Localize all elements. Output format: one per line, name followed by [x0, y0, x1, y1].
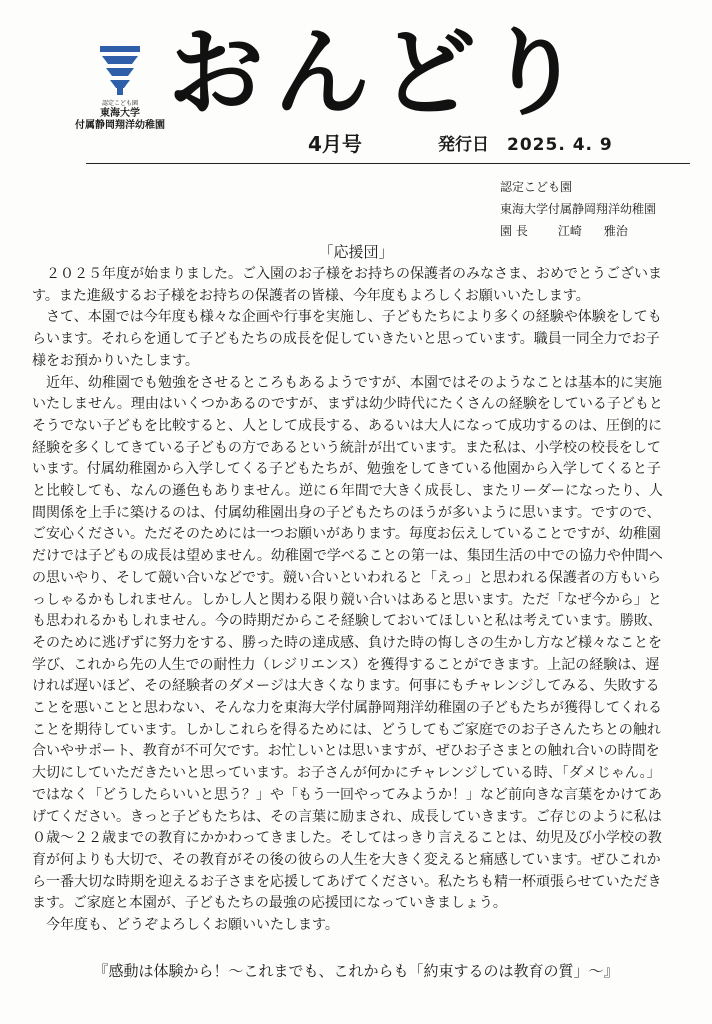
publisher-principal: [500, 220, 656, 242]
article-paragraph-4: 今年度も、どうぞよろしくお願いいたします。: [32, 917, 339, 934]
school-logo: [74, 44, 166, 132]
publisher-school: 東海大学付属静岡翔洋幼稚園: [500, 202, 657, 216]
logo-university: 東海大学: [100, 108, 140, 119]
logo-school-name: 付属静岡翔洋幼稚園: [75, 120, 165, 131]
issue-date-value: 2025. 4. 9: [507, 135, 613, 155]
issue-month: 4月号: [308, 132, 362, 156]
article-body: [32, 264, 680, 937]
tokai-logo-icon: [98, 44, 142, 96]
principal-role: 園 長: [500, 224, 528, 238]
principal-given-name: 雅治: [603, 224, 628, 238]
newsletter-title: おんどり: [168, 17, 592, 129]
principal-surname: 江崎: [557, 224, 582, 238]
publisher-type: 認定こども園: [500, 180, 573, 194]
header-divider: [86, 163, 690, 164]
article-paragraph-1: ２０２５年度が始まりました。ご入園のお子様をお持ちの保護者のみなさま、おめでとうございま す。また進級するお子様をお持ちの保護者の皆様、今年度もよろしくお願いいたします。: [32, 266, 662, 304]
logo-subtitle: 認定こども園: [101, 100, 138, 107]
issue-date: [438, 130, 613, 155]
article-heading: 「応援団」: [318, 243, 394, 261]
school-motto: 『感動は体験から！～これまでも、これからも「約束するのは教育の質」～』: [93, 962, 619, 980]
article-paragraph-2: さて、本園では今年度も様々な企画や行事を実施し、子どもたちにより多くの経験や体験をしても らいます。それらを通して子どもたちの成長を促していきたいと思っています。職員一同全力でお子 様をお預かりいたします。: [32, 309, 662, 369]
issue-date-label: 発行日: [438, 135, 489, 155]
article-paragraph-3: 近年、幼稚園でも勉強をさせるところもあるようですが、本園ではそのようなことは基本的に実施 いたしません。理由はいくつかあるのですが、まずは幼少時代にたくさんの経験をしている子どもと そうでない子どもを比較すると、人として成長する、あるいは大人になって成功するのは、圧倒的に 経験を多くしてきている子どもの方であるという統計が出ています。また私は、小学校の校長をして います。付属幼稚園から入学してくる子どもたちが、勉強をしてきている他園から入学してくると子 と比較しても、なんの遜色もありません。逆に６年間で大きく成長し、またリーダーになったり、人 間関係を上手に築けるのは、付属幼稚園出身の子どもたちのほうが多いように思います。ですので、 ご安心ください。ただそのためには一つお願いがあります。毎度お伝えしていることですが、幼稚園 だけでは子どもの成長は望めません。幼稚園で学べることの第一は、集団生活の中での協力や仲間へ の思いやり、そして競い合いなどです。競い合いといわれると「えっ」と思われる保護者の方もいら っしゃるかもしれません。しかし人と関わる限り競い合いはあると思います。ただ「なぜ今から」と も思われるかもしれません。今の時期だからこそ経験しておいてほしいと私は考えています。勝敗、 そのために逃げずに努力をする、勝った時の達成感、負けた時の悔しさの生かし方など様々なことを 学び、これから先の人生での耐性力（レジリエンス）を獲得することができます。上記の経験は、遅 ければ遅いほど、その経験者のダメージは大きくなります。何事にもチャレンジしてみる、失敗する ことを悪いことと思わない、そんな力を東海大学付属静岡翔洋幼稚園の子どもたちが獲得してくれる ことを期待しています。しかしこれらを得るためには、どうしてもご家庭でのお子さんたちとの触れ 合いやサポート、教育が不可欠です。お忙しいとは思いますが、ぜひお子さまとの触れ合いの時間を 大切にしていただきたいと思っています。お子さんが何かにチャレンジしている時、「ダメじゃん。」 ではなく「どうしたらいいと思う？」や「もう一回やってみようか！」など前向きな言葉をかけてあ げてください。きっと子どもたちは、その言葉に励まされ、成長していきます。ご存じのように私は ０歳～２２歳までの教育にかかわってきました。そしてはっきり言えることは、幼児及び小学校の教 育が何よりも大切で、その教育がその後の彼らの人生を大きく変えると痛感しています。ぜひこれか ら一番大切な時期を迎えるお子さまを応援してあげてください。私たちも精一杯頑張らせていただき ます。ご家庭と本園が、子どもたちの最強の応援団になっていきましょう。: [32, 374, 663, 912]
publisher-block: [500, 176, 656, 242]
